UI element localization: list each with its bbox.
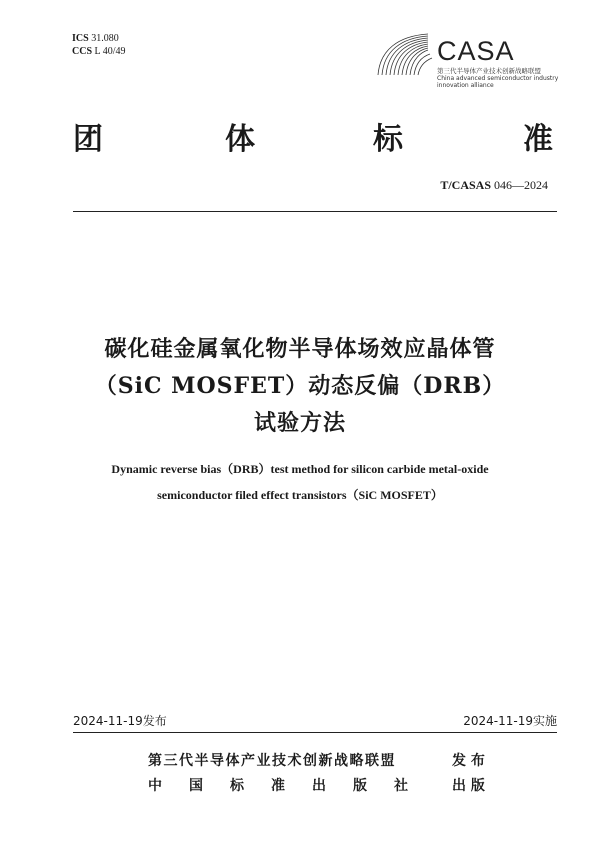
ccs-code	[72, 45, 126, 58]
title-en-line-2: semiconductor filed effect transistors（SiC MOSFET）	[157, 488, 443, 502]
logo-subtitle-en-1: China advanced semiconductor industry	[437, 75, 559, 82]
publisher-press-char: 国	[189, 778, 203, 794]
publisher-alliance-action: 发 布	[452, 753, 485, 769]
standard-type-char: 团	[73, 122, 103, 157]
publisher-press-char: 标	[230, 778, 244, 794]
title-cn-line-2: （SiC MOSFET）动态反偏（DRB）	[94, 373, 506, 399]
casa-logo-icon	[368, 30, 438, 90]
publisher-alliance: 第三代半导体产业技术创新战略联盟	[148, 753, 396, 769]
standard-type-char: 体	[225, 122, 255, 157]
publisher-press-char: 中	[148, 778, 162, 794]
logo-subtitle-en-2: innovation alliance	[437, 82, 494, 89]
publisher-press-char: 版	[353, 778, 367, 794]
footer-divider	[73, 732, 557, 733]
implement-date: 2024-11-19实施	[463, 714, 557, 728]
publisher-press-action: 出 版	[452, 778, 485, 794]
ics-value: 31.080	[91, 33, 119, 44]
title-cn-line-1: 碳化硅金属氧化物半导体场效应晶体管	[104, 336, 496, 362]
standard-number	[440, 178, 548, 193]
logo-subtitle-cn: 第三代半导体产业技术创新战略联盟	[437, 67, 541, 75]
publish-date: 2024-11-19发布	[73, 714, 167, 728]
logo-name: CASA	[437, 36, 515, 66]
ccs-value: L 40/49	[94, 46, 126, 57]
title-en-line-1: Dynamic reverse bias（DRB）test method for silicon carbide metal-oxide	[111, 462, 489, 476]
header-divider	[73, 211, 557, 212]
standard-type-char: 标	[373, 122, 403, 157]
title-cn-line-3: 试验方法	[253, 410, 346, 436]
ics-label: ICS	[72, 33, 89, 44]
publisher-press-char: 出	[312, 778, 326, 794]
ccs-label: CCS	[72, 46, 93, 57]
ics-code	[72, 32, 119, 45]
publisher-press-char: 准	[271, 778, 285, 794]
standard-number-prefix: T/CASAS	[440, 178, 491, 192]
standard-type-char: 准	[523, 122, 553, 157]
publisher-press-char: 社	[394, 778, 408, 794]
standard-number-value: 046—2024	[494, 178, 548, 192]
